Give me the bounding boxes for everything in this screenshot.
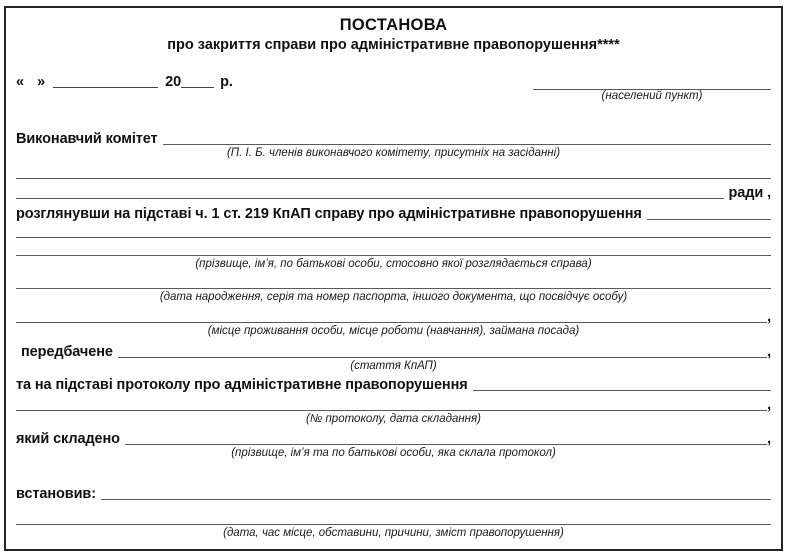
page-subtitle: про закриття справи про адміністративне правопорушення**** bbox=[167, 37, 620, 53]
executive-committee-caption: (П. І. Б. членів виконавчого комітету, присутніх на засіданні) bbox=[226, 147, 561, 159]
date-blank-line bbox=[53, 86, 158, 88]
composed-by-label: який складено bbox=[16, 431, 120, 447]
offense-details-line bbox=[16, 523, 771, 525]
considered-basis-label: розглянувши на підставі ч. 1 ст. 219 КпАП справу про адміністративне правопорушення bbox=[16, 206, 642, 222]
comma-suffix: , bbox=[767, 344, 771, 360]
settlement-caption: (населений пункт) bbox=[601, 90, 703, 102]
protocol-number-row bbox=[16, 393, 771, 413]
date-row bbox=[16, 66, 771, 104]
century-prefix: 20 bbox=[165, 74, 182, 90]
foreseen-label: передбачене bbox=[21, 344, 113, 360]
settlement-group bbox=[533, 66, 771, 104]
person-name-row bbox=[16, 240, 771, 258]
document-border-frame bbox=[4, 6, 783, 551]
settlement-line bbox=[533, 66, 771, 90]
rada-suffix-label: ради , bbox=[728, 185, 771, 201]
executive-committee-line bbox=[163, 143, 771, 145]
offense-blank-row bbox=[16, 222, 771, 240]
birth-passport-caption: (дата народження, серія та номер паспорта, іншого документа, що посвідчує особу) bbox=[159, 291, 628, 303]
established-label: встановив: bbox=[16, 486, 96, 502]
comma-suffix: , bbox=[767, 309, 771, 325]
composed-by-caption: (прізвище, ім’я та по батькові особи, яка склала протокол) bbox=[231, 447, 556, 459]
date-left-group bbox=[16, 66, 233, 90]
residence-caption: (місце проживання особи, місце роботи (навчання), займана посада) bbox=[207, 325, 580, 337]
protocol-number-line bbox=[16, 409, 767, 411]
person-name-caption: (прізвище, ім’я, по батькові особи, стосовно якої розглядається справа) bbox=[195, 258, 592, 270]
residence-row bbox=[16, 305, 771, 325]
foreseen-row bbox=[16, 339, 771, 360]
composed-by-line bbox=[125, 443, 767, 445]
article-line bbox=[118, 356, 767, 358]
article-caption: (стаття КпАП) bbox=[350, 360, 437, 372]
offense-details-row bbox=[16, 502, 771, 527]
comma-suffix: , bbox=[767, 431, 771, 447]
established-line bbox=[101, 498, 771, 500]
protocol-basis-line bbox=[473, 389, 771, 391]
executive-committee-label: Виконавчий комітет bbox=[16, 131, 158, 147]
offense-blank-line bbox=[16, 236, 771, 238]
executive-committee-row bbox=[16, 125, 771, 147]
considered-basis-line bbox=[647, 218, 771, 220]
open-quote-mark: « bbox=[16, 74, 25, 90]
rada-row bbox=[16, 181, 771, 201]
year-blank-line bbox=[181, 86, 214, 88]
close-quote-mark: » bbox=[37, 74, 46, 90]
comma-suffix: , bbox=[767, 397, 771, 413]
protocol-basis-label: та на підставі протоколу про адміністративне правопорушення bbox=[16, 377, 468, 393]
protocol-number-caption: (№ протоколу, дата складання) bbox=[306, 413, 481, 425]
page-title: ПОСТАНОВА bbox=[339, 16, 448, 34]
residence-line bbox=[16, 321, 767, 323]
established-row bbox=[16, 480, 771, 502]
offense-details-caption: (дата, час місце, обставини, причини, зміст правопорушення) bbox=[223, 527, 564, 539]
person-name-line bbox=[16, 254, 771, 256]
rada-line bbox=[16, 197, 724, 199]
birth-passport-line bbox=[16, 287, 771, 289]
year-suffix: р. bbox=[220, 74, 233, 90]
members-blank-line bbox=[16, 177, 771, 179]
composed-by-row bbox=[16, 427, 771, 447]
members-blank-row bbox=[16, 161, 771, 181]
protocol-basis-row bbox=[16, 374, 771, 393]
considered-basis-row bbox=[16, 201, 771, 222]
birth-passport-row bbox=[16, 272, 771, 291]
